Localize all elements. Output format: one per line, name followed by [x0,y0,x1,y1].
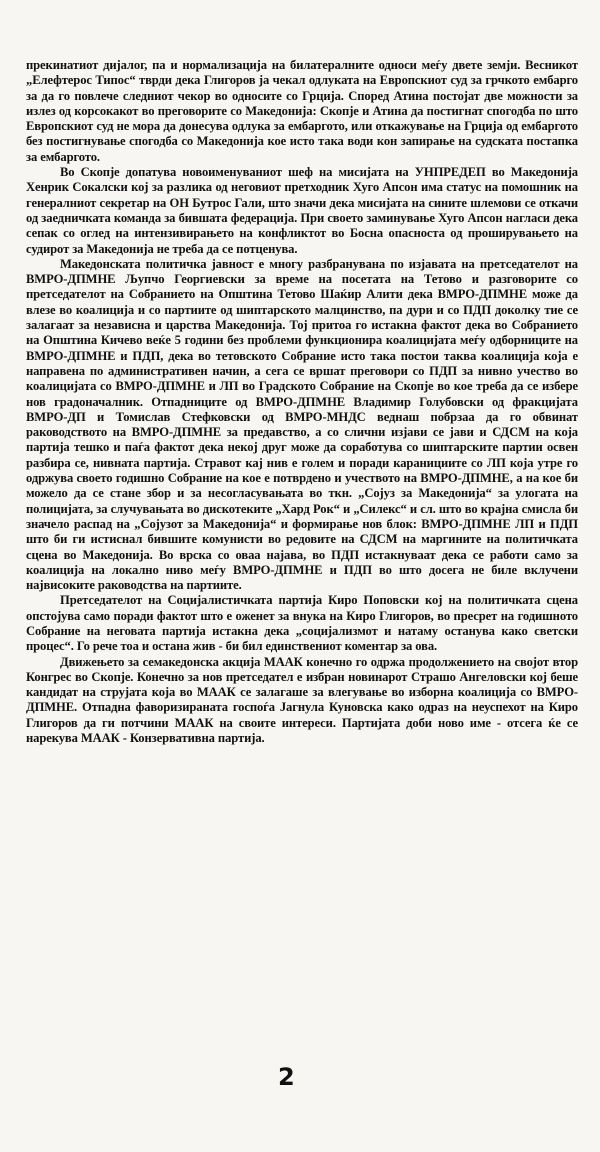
paragraph-2: Во Скопје допатува новоименуваниот шеф на мисијата на УНПРЕДЕП во Македонија Хенрик Сокалски кој за разлика од неговиот претходник Хуго Апсон има статус на помошник на генералниот секретар на ОН Бутрос Гали, што значи дека мисијата на сините шлемови се откачи од заедничката команда за бившата федерација. При своето заминување Хуго Апсон нагласи дека сепак со оглед на интензивирањето на конфликтот во Босна опасноста од проширувањето на судирот за Македонија не треба да се потценува. [26,165,578,256]
paragraph-4: Претседателот на Социјалистичката партија Киро Поповски кој на политичката сцена опстојува само поради фактот што е оженет за внука на Киро Глигоров, во пресрет на годишното Собрание на неговата партија истакна дека „социјализмот и натаму останува како светски процес“. Го рече тоа и остана жив - би бил единствениот коментар за ова. [26,593,578,654]
page-number: 2 [278,1063,295,1091]
body-text [26,58,578,746]
paragraph-1: прекинатиот дијалог, па и нормализација на билатералните односи меѓу двете земји. Весникот „Елефтерос Типос“ тврди дека Глигоров ја чекал одлуката на Европскиот суд за грчкото ембарго за да го повлече следниот чекор во односите со Грција. Според Атина постојат две можности за излез од корсокакот во преговорите со Македонија: Скопје и Атина да постигнат спогодба по што Европскиот суд не мора да донесува одлука за ембаргото, или откажување на Грција од ембаргото без постигнување спогодба со Македонија кое исто така води кон запирање на судската постапка за ембаргото. [26,58,578,164]
paragraph-5: Движењето за семакедонска акција МААК конечно го одржа продолжението на својот втор Конгрес во Скопје. Конечно за нов претседател е избран новинарот Страшо Ангеловски кој беше кандидат на струјата која во МААК се залагаше за влегување во изборна коалиција со ВМРО-ДПМНЕ. Отпадна фаворизираната госпоѓа Јагнула Куновска како одраз на неуспехот на Киро Глигоров да ги потчини МААК на своите интереси. Партијата доби ново име - отсега ќе се нарекува МААК - Конзервативна партија. [26,654,578,746]
paragraph-3: Македонската политичка јавност е многу разбрануванa по изјавата на претседателот на ВМРО-ДПМНЕ Љупчо Георгиевски за време на посетата на Тетово и разговорите со претседателот на Собранието на Општина Тетово Шаќир Алити дека ВМРО-ДПМНЕ може да влезе во коалиција и со партиите од шиптарското малцинство, па дури и со ПДП доколку тие се залагаат за независна и царства Македонија. Тој притоа го истакна фактот дека во Собранието на Општина Кичево веќе 5 години без проблеми функционира коалицијата меѓу одборниците на ВМРО-ДПМНЕ и ПДП, дека во тетовското Собрание исто така постои таква коалиција која е направена по административен начин, а сега се вршат преговори со ПДП за нивно учество во коалицијата со ВМРО-ДПМНЕ и ЛП во Градското Собрание на Скопје во кое треба да се избере нов градоначалник. Отпадниците од ВМРО-ДПМНЕ Владимир Голубовски од фракцијата ВМРО-ДП и Томислав Стефковски од ВМРО-МНДС веднаш побрзаа да го обвинат раководството на ВМРО-ДПМНЕ за предавство, а со слични изјави се јави и СДСМ на која партија тешко и паѓа фактот дека некој друг може да соработува со шиптарските партии освен разбира се, нивната партија. Стравот кај нив е голем и поради каранициите со ЛП која утре го одржува своето годишно Собрание на кое е потврдено и учеството на ВМРО-ДПМНЕ, а на кое би можело да се стане збор и за несогласувањата во ткн. „Сојуз за Македонија“ за улогата на полицијата, за случувањата во дискотеките „Хард Рок“ и „Силекс“ и сл. што во крајна смисла би значело распад на „Сојузот за Македонија“ и формирање нов блок: ВМРО-ДПМНЕ ЛП и ПДП што би ги истиснал бившите комунисти во редовите на СДСМ на маргините на политичката сцена во Македонија. Во врска со оваа најава, во ПДП истакнуваат дека се работи само за коалиција на локално ниво меѓу ВМРО-ДПМНЕ и ПДП во што досега не биле вклучени највисоките раководства на партиите. [26,256,578,593]
